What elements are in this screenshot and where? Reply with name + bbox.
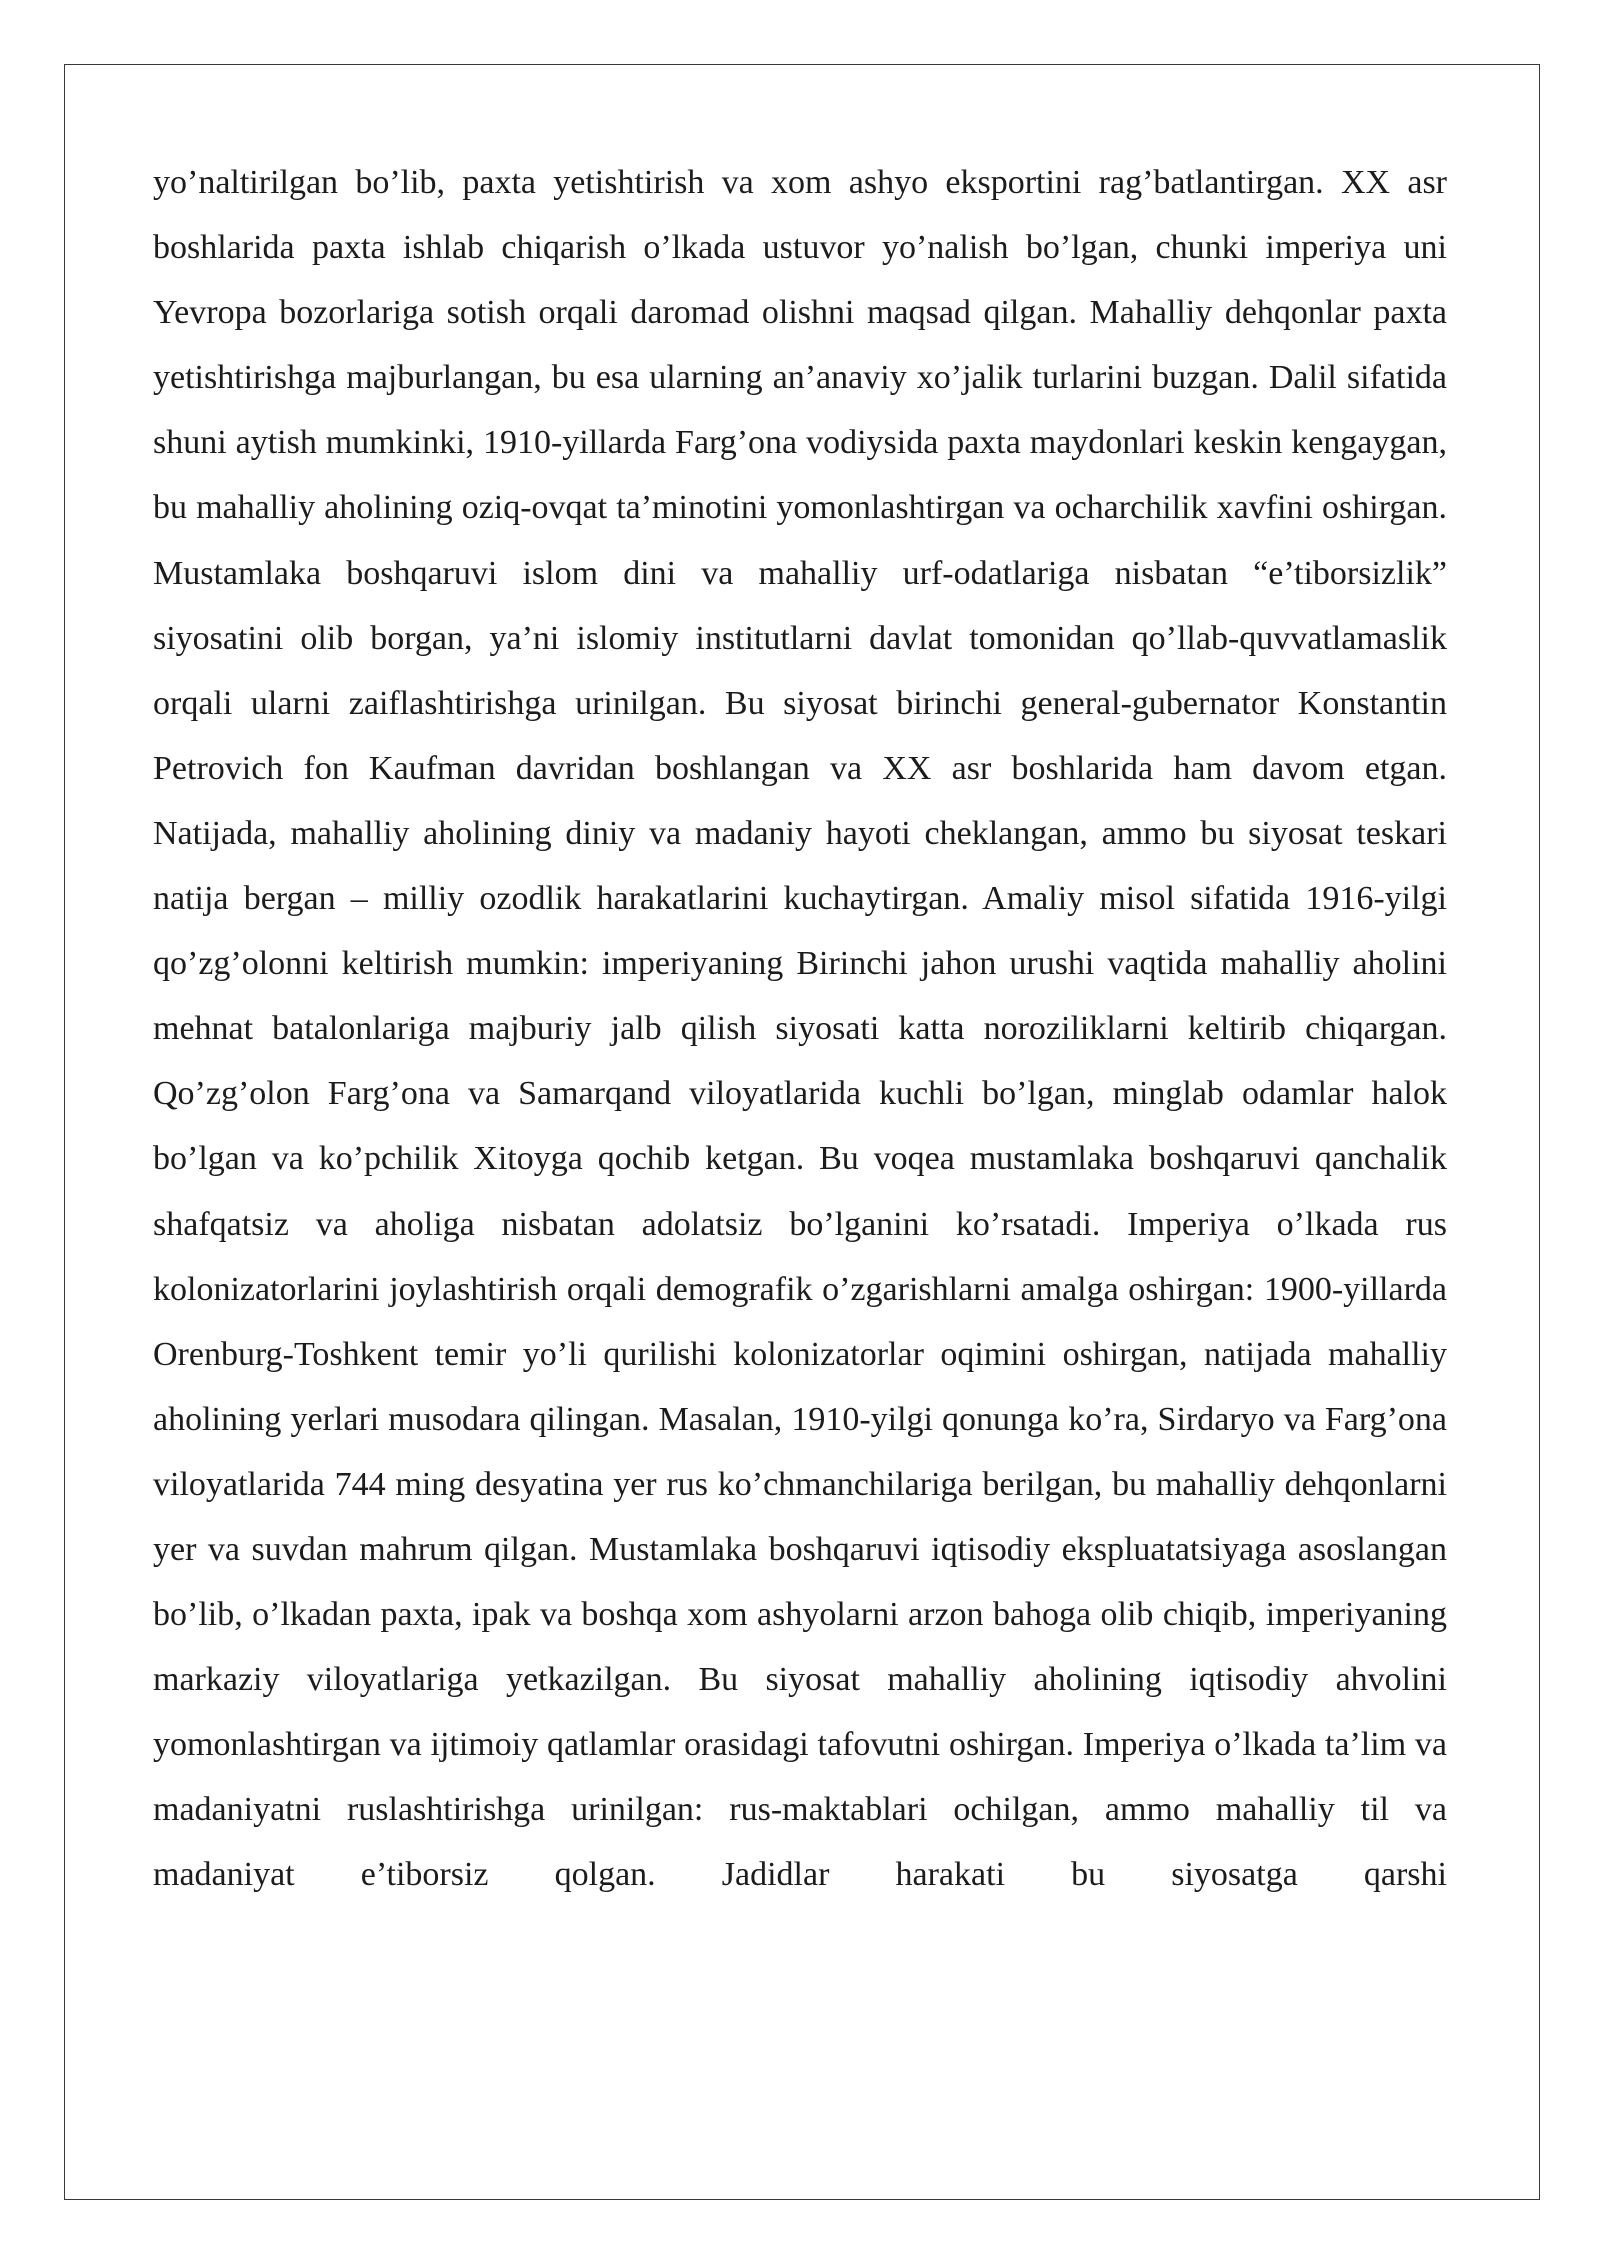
body-paragraph: yo’naltirilgan bo’lib, paxta yetishtirish va xom ashyo eksportini rag’batlantirgan. XX asr boshlarida paxta ishlab chiqarish o’lkada ustuvor yo’nalish bo’lgan, chunki imperiya uni Yevropa bozorlariga sotish orqali daromad olishni maqsad qilgan. Mahalliy dehqonlar paxta yetishtirishga majburlangan, bu esa ularning an’anaviy xo’jalik turlarini buzgan. Dalil sifatida shuni aytish mumkinki, 1910-yillarda Farg’ona vodiysida paxta maydonlari keskin kengaygan, bu mahalliy aholining oziq-ovqat ta’minotini yomonlashtirgan va ocharchilik xavfini oshirgan. Mustamlaka boshqaruvi islom dini va mahalliy urf-odatlariga nisbatan “e’tiborsizlik” siyosatini olib borgan, ya’ni islomiy institutlarni davlat tomonidan qo’llab-quvvatlamaslik orqali ularni zaiflashtirishga urinilgan. Bu siyosat birinchi general-gubernator Konstantin Petrovich fon Kaufman davridan boshlangan va XX asr boshlarida ham davom etgan. Natijada, mahalliy aholining diniy va madaniy hayoti cheklangan, ammo bu siyosat teskari natija bergan – milliy ozodlik harakatlarini kuchaytirgan. Amaliy misol sifatida 1916-yilgi qo’zg’olonni keltirish mumkin: imperiyaning Birinchi jahon urushi vaqtida mahalliy aholini mehnat batalonlariga majburiy jalb qilish siyosati katta noroziliklarni keltirib chiqargan. Qo’zg’olon Farg’ona va Samarqand viloyatlarida kuchli bo’lgan, minglab odamlar halok bo’lgan va ko’pchilik Xitoyga qochib ketgan. Bu voqea mustamlaka boshqaruvi qanchalik shafqatsiz va aholiga nisbatan adolatsiz bo’lganini ko’rsatadi. Imperiya o’lkada rus kolonizatorlarini joylashtirish orqali demografik o’zgarishlarni amalga oshirgan: 1900-yillarda Orenburg-Toshkent temir yo’li qurilishi kolonizatorlar oqimini oshirgan, natijada mahalliy aholining yerlari musodara qilingan. Masalan, 1910-yilgi qonunga ko’ra, Sirdaryo va Farg’ona viloyatlarida 744 ming desyatina yer rus ko’chmanchilariga berilgan, bu mahalliy dehqonlarni yer va suvdan mahrum qilgan. Mustamlaka boshqaruvi iqtisodiy ekspluatatsiyaga asoslangan bo’lib, o’lkadan paxta, ipak va boshqa xom ashyolarni arzon bahoga olib chiqib, imperiyaning markaziy viloyatlariga yetkazilgan. Bu siyosat mahalliy aholining iqtisodiy ahvolini yomonlashtirgan va ijtimoiy qatlamlar orasidagi tafovutni oshirgan. Imperiya o’lkada ta’lim va madaniyatni ruslashtirishga urinilgan: rus-maktablari ochilgan, ammo mahalliy til va madaniyat e’tiborsiz qolgan. Jadidlar harakati bu siyosatga qarshi [153,164,1447,1894]
